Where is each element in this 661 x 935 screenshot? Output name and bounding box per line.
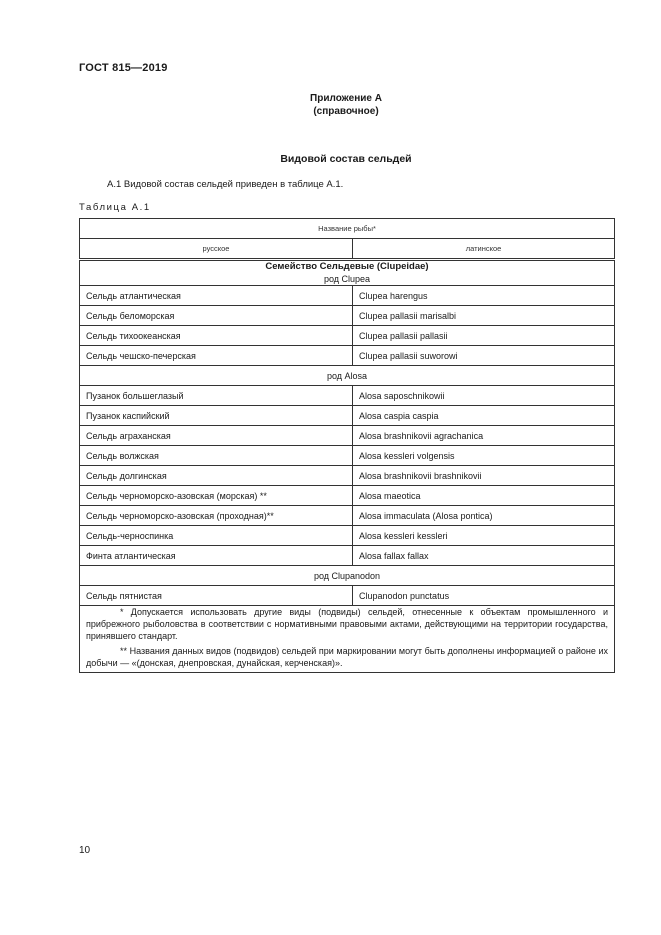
- latin-name-cell: Clupea pallasii marisalbi: [353, 306, 615, 326]
- genus-cell: [80, 260, 615, 286]
- russian-name-cell: Пузанок большеглазый: [80, 386, 353, 406]
- document-code-header: ГОСТ 815—2019: [79, 62, 168, 74]
- russian-name-cell: Сельдь черноморско-азовская (проходная)**: [80, 506, 353, 526]
- footnote: * Допускается использовать другие виды (подвиды) сельдей, отнесенные к объектам промышленного и прибрежного рыболовства в соответствии с нормативными правовыми актами, действующими на территории государства, принявшего стандарт.: [86, 607, 608, 641]
- russian-name-cell: Сельдь долгинская: [80, 466, 353, 486]
- table-row: [80, 306, 615, 326]
- russian-name-cell: Сельдь черноморско-азовская (морская) **: [80, 486, 353, 506]
- table-row: [80, 506, 615, 526]
- russian-name-cell: Сельдь беломорская: [80, 306, 353, 326]
- section-title: Видовой состав сельдей: [280, 153, 412, 165]
- table-row: [80, 406, 615, 426]
- intro-paragraph: А.1 Видовой состав сельдей приведен в таблице А.1.: [107, 179, 344, 190]
- latin-name-cell: Alosa caspia caspia: [353, 406, 615, 426]
- russian-name-cell: Сельдь пятнистая: [80, 586, 353, 606]
- genus-row: [80, 366, 615, 386]
- russian-name-cell: Сельдь тихоокеанская: [80, 326, 353, 346]
- table-row: [80, 286, 615, 306]
- notes-row: [80, 606, 615, 673]
- appendix-subtitle: (справочное): [313, 106, 379, 117]
- notes-cell: [80, 606, 615, 673]
- genus-row: [80, 260, 615, 286]
- table-row: [80, 586, 615, 606]
- latin-name-cell: Clupea harengus: [353, 286, 615, 306]
- family-name: Семейство Сельдевые (Clupeidae): [265, 261, 429, 272]
- genus-name: род Clupanodon: [313, 570, 381, 581]
- table-row: [80, 386, 615, 406]
- genus-cell: [80, 366, 615, 386]
- table-caption: Таблица А.1: [79, 202, 151, 213]
- russian-name-cell: Сельдь-черноспинка: [80, 526, 353, 546]
- latin-name-cell: Alosa brashnikovii brashnikovii: [353, 466, 615, 486]
- table-header-row: [80, 219, 615, 239]
- latin-name-cell: Alosa immaculata (Alosa pontica): [353, 506, 615, 526]
- latin-name-cell: Alosa maeotica: [353, 486, 615, 506]
- genus-cell: [80, 566, 615, 586]
- latin-name-cell: Alosa saposchnikowii: [353, 386, 615, 406]
- table-row: [80, 326, 615, 346]
- table-row: [80, 426, 615, 446]
- russian-name-cell: Пузанок каспийский: [80, 406, 353, 426]
- appendix-title: Приложение А: [310, 93, 382, 104]
- species-table: [79, 218, 615, 673]
- latin-name-cell: Alosa fallax fallax: [353, 546, 615, 566]
- genus-name: род Alosa: [326, 370, 368, 381]
- header-latin: латинское: [353, 239, 615, 260]
- table-row: [80, 466, 615, 486]
- species-table-body: [80, 219, 615, 673]
- genus-name: род Clupea: [323, 274, 371, 284]
- latin-name-cell: Clupea pallasii suworowi: [353, 346, 615, 366]
- header-fish-name: Название рыбы*: [80, 219, 615, 239]
- table-row: [80, 486, 615, 506]
- latin-name-cell: Alosa brashnikovii agrachanica: [353, 426, 615, 446]
- table-row: [80, 446, 615, 466]
- latin-name-cell: Alosa kessleri volgensis: [353, 446, 615, 466]
- table-subheader-row: [80, 239, 615, 260]
- table-row: [80, 546, 615, 566]
- russian-name-cell: Сельдь аграханская: [80, 426, 353, 446]
- genus-row: [80, 566, 615, 586]
- russian-name-cell: Финта атлантическая: [80, 546, 353, 566]
- table-row: [80, 346, 615, 366]
- russian-name-cell: Сельдь атлантическая: [80, 286, 353, 306]
- header-russian: русское: [80, 239, 353, 260]
- russian-name-cell: Сельдь чешско-печерская: [80, 346, 353, 366]
- page-number: 10: [79, 845, 91, 856]
- russian-name-cell: Сельдь волжская: [80, 446, 353, 466]
- latin-name-cell: Alosa kessleri kessleri: [353, 526, 615, 546]
- latin-name-cell: Clupea pallasii pallasii: [353, 326, 615, 346]
- footnote: ** Названия данных видов (подвидов) сельдей при маркировании могут быть дополнены информацией о районе их добычи — «(донская, днепровская, дунайская, керченская)».: [86, 646, 608, 668]
- table-row: [80, 526, 615, 546]
- latin-name-cell: Clupanodon punctatus: [353, 586, 615, 606]
- appendix-heading: [0, 92, 661, 118]
